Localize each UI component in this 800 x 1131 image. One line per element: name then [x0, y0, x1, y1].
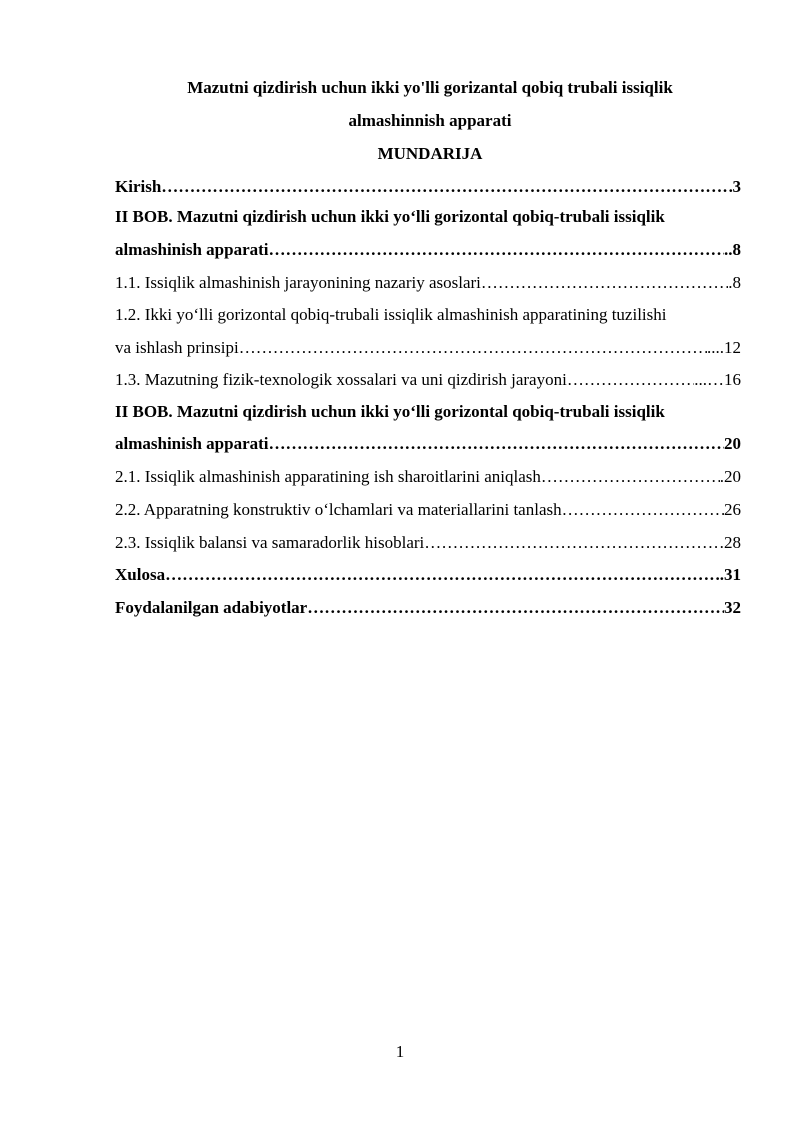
toc-entry-2-1: [115, 468, 741, 485]
toc-leader: [239, 339, 707, 356]
toc-leader: [269, 241, 724, 258]
toc-leader: [424, 534, 724, 551]
toc-entry-1-2-line-1: 1.2. Ikki yo‘lli gorizontal qobiq-trubali issiqlik almashinish apparatining tuzilishi: [115, 305, 667, 324]
toc-entry-title: Kirish: [115, 177, 162, 196]
toc-entry-title: 1.3. Mazutning fizik-texnologik xossalari va uni qizdirish jarayoni: [115, 370, 567, 389]
toc-entry-1-3: [115, 371, 741, 388]
toc-entry-title: Foydalanilgan adabiyotlar: [115, 598, 308, 617]
toc-leader: [481, 274, 728, 291]
toc-entry-2-2: [115, 501, 741, 518]
toc-entry-bob-2-line-1: II BOB. Mazutni qizdirish uchun ikki yo‘lli gorizontal qobiq-trubali issiqlik: [115, 402, 665, 421]
toc-entry-title: 2.1. Issiqlik almashinish apparatining ish sharoitlarini aniqlash: [115, 467, 541, 486]
toc-page-number: 26: [724, 500, 741, 519]
toc-page-number: ...…16: [694, 370, 741, 389]
toc-entry-2-3: [115, 534, 741, 551]
toc-entry-title: almashinish apparati: [115, 434, 269, 453]
toc-leader: [161, 178, 732, 195]
toc-entry-title: 2.3. Issiqlik balansi va samaradorlik hisoblari: [115, 533, 425, 552]
toc-entry-title: 2.2. Apparatning konstruktiv o‘lchamlari va materiallarini tanlash: [115, 500, 562, 519]
toc-page-number: 20: [724, 434, 741, 453]
toc-page-number: 32: [724, 598, 741, 617]
toc-page-number: ....12: [707, 338, 741, 357]
toc-page-number: 28: [724, 533, 741, 552]
toc-entry-title: almashinish apparati: [115, 240, 269, 259]
toc-leader: [567, 371, 694, 388]
toc-entry-title: va ishlash prinsipi: [115, 338, 239, 357]
toc-page-number: .20: [719, 467, 741, 486]
toc-entry-adabiyotlar: [115, 599, 741, 616]
toc-leader: [269, 435, 724, 452]
toc-entry-bob-1-line-1: II BOB. Mazutni qizdirish uchun ikki yo‘lli gorizontal qobiq-trubali issiqlik: [115, 207, 665, 226]
toc-entry-1-1: [115, 274, 741, 291]
toc-entry-1-2: [115, 339, 741, 356]
toc-page-number: 3: [732, 177, 741, 196]
toc-entry-kirish: [115, 178, 741, 195]
toc-leader: [562, 501, 724, 518]
toc-entry-bob-2: [115, 435, 741, 452]
toc-entry-title: Xulosa: [115, 565, 166, 584]
toc-page-number: ..8: [724, 240, 741, 259]
toc-page-number: .31: [719, 565, 741, 584]
toc-leader: [307, 599, 724, 616]
toc-entry-bob-1: [115, 241, 741, 258]
toc-heading: MUNDARIJA: [377, 144, 483, 163]
toc-entry-title: 1.1. Issiqlik almashinish jarayonining nazariy asoslari: [115, 273, 481, 292]
document-title-line-1: Mazutni qizdirish uchun ikki yo'lli gorizantal qobiq trubali issiqlik: [187, 78, 673, 97]
document-title-line-2: almashinnish apparati: [348, 111, 512, 130]
toc-leader: [541, 468, 720, 485]
toc-entry-xulosa: [115, 566, 741, 583]
toc-page-number: .8: [728, 273, 741, 292]
page-number: 1: [395, 1042, 405, 1061]
toc-leader: [165, 566, 720, 583]
